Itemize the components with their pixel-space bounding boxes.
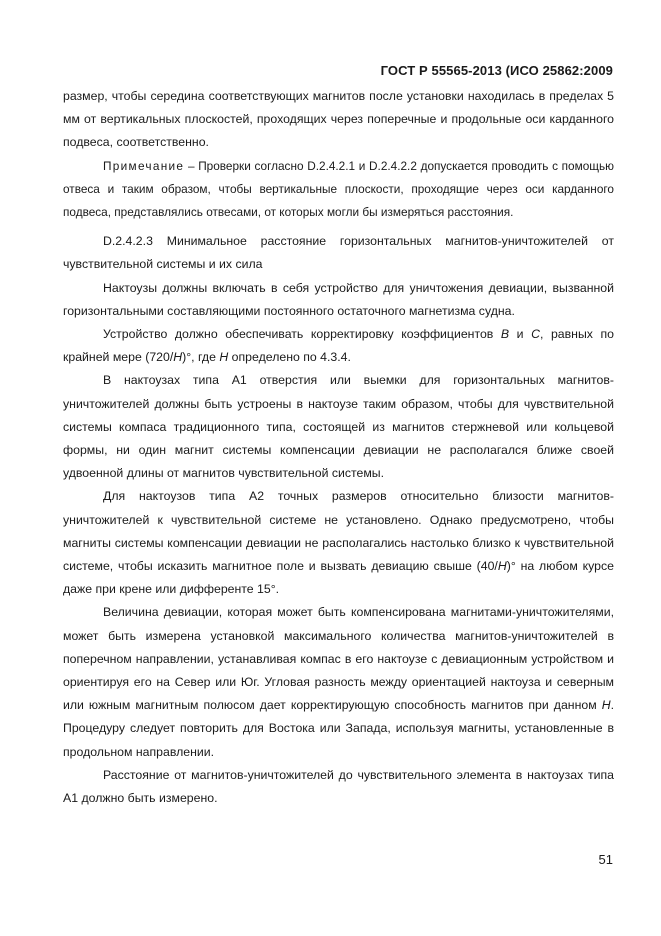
text-run: )°, где [182,350,220,365]
text-run: и [509,327,532,342]
section-heading: D.2.4.2.3 Минимальное расстояние горизонтальных магнитов-уничтожителей от чувствительной системы и их сила [63,234,614,272]
paragraph-nactoz-device: Нактоузы должны включать в себя устройство для уничтожения девиации, вызванной горизонтальными составляющими постоянного остаточного магнетизма судна. [63,280,614,318]
symbol-c: C [531,327,540,342]
text-run: . Процедуру следует повторить для Востока или Запада, используя магниты, установленные в продольном направлении. [63,698,614,759]
text-run: Устройство должно обеспечивать корректировку коэффициентов [103,327,501,342]
paragraph-distance: Расстояние от магнитов-уничтожителей до чувствительного элемента в нактоузах типа А1 должно быть измерено. [63,767,614,806]
page-number: 51 [598,852,613,867]
paragraph-type-a2 [63,485,614,601]
note-label: Примечание [103,158,185,173]
paragraph-coefficients [63,323,614,369]
paragraph-deviation-measure [63,601,614,763]
symbol-b: B [500,327,510,342]
symbol-h: H [601,698,611,713]
symbol-h: H [173,350,183,365]
symbol-h: H [219,350,229,365]
text-run: , равных по крайней мере (720/ [63,327,614,365]
text-run: определено по 4.3.4. [228,350,351,365]
text-run: Для нактоузов типа А2 точных размеров относительно близости магнитов-уничтожителей к чувствительной системе не установлено. Однако предусмотрено, чтобы магниты системы компенсации девиации не располагались настолько близко к чувствительной системе, чтобы исказить магнитное поле и вызвать девиацию свыше (40/ [63,489,614,574]
text-run: )° на любом курсе даже при крене или дифференте 15°. [63,559,614,597]
text-run: Величина девиации, которая может быть компенсирована магнитами-уничтожителями, может быть измерена установкой максимального количества магнитов-уничтожителей в поперечном направлении, устанавливая компас в его нактоузе с девиационным устройством и ориентируя его на Север или Юг. Угловая разность между ориентацией нактоуза и северным или южным магнитным полюсом дает корректирующую способность магнитов при данном [63,605,614,713]
note-text: – Проверки согласно D.2.4.2.1 и D.2.4.2.2 допускается проводить с помощью отвеса и таким образом, чтобы вертикальные плоскости, проходящие через оси карданного подвеса, представлялись отвесами, от которых могли бы измеряться расстояния. [63,158,614,220]
note-paragraph [63,155,614,225]
body-text [63,85,614,810]
paragraph-continuation: размер, чтобы середина соответствующих магнитов после установки находилась в пределах 5 мм от вертикальных плоскостей, проходящих через поперечные и продольные оси карданного подвеса, соответственно. [63,89,614,150]
paragraph-type-a1: В нактоузах типа А1 отверстия или выемки для горизонтальных магнитов-уничтожителей должны быть устроены в нактоузе таким образом, чтобы для чувствительной системы компаса традиционного типа, состоящей из магнитов стержневой или кольцевой формы, ни один магнит системы компенсации девиации не располагался ближе своей удвоенной длины от магнитов чувствительной системы. [63,373,614,481]
standard-header: ГОСТ Р 55565-2013 (ИСО 25862:2009 [380,63,613,78]
symbol-h: H [497,559,507,574]
